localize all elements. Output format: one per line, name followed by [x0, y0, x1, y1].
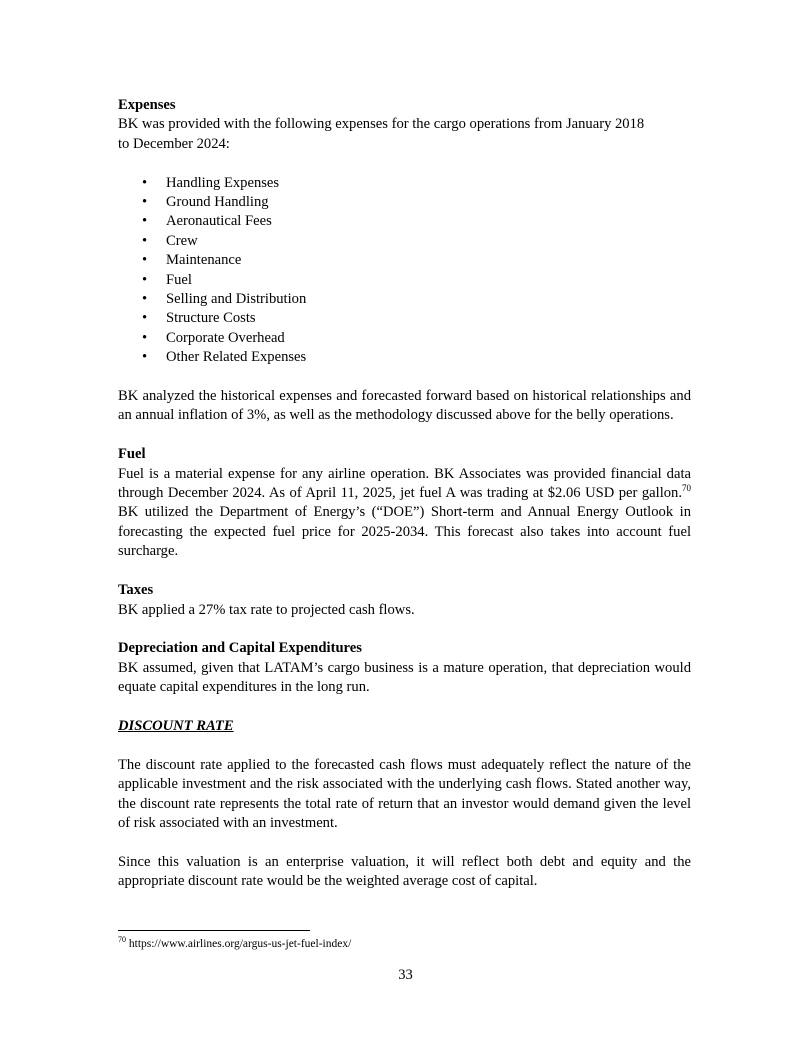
depreciation-heading: Depreciation and Capital Expenditures: [118, 640, 362, 657]
list-item: • Structure Costs: [118, 309, 691, 328]
list-item: • Ground Handling: [118, 193, 691, 212]
page-body: [118, 96, 691, 892]
footnote-url: https://www.airlines.org/argus-us-jet-fuel-index/: [126, 938, 352, 950]
list-item: • Aeronautical Fees: [118, 212, 691, 231]
footnote: [118, 937, 351, 951]
footnote-divider: [118, 930, 310, 931]
footnote-number: 70: [118, 935, 126, 945]
discount-rate-heading: DISCOUNT RATE: [118, 717, 234, 734]
bullet-icon: •: [142, 291, 148, 308]
taxes-heading: Taxes: [118, 582, 154, 599]
depreciation-paragraph: BK assumed, given that LATAM’s cargo business is a mature operation, that depreciation would equate capital expenditures in the long run.: [118, 659, 691, 696]
expenses-heading: Expenses: [118, 97, 176, 113]
list-item: • Fuel: [118, 271, 691, 290]
expenses-intro-line-2: to December 2024:: [118, 135, 230, 152]
bullet-icon: •: [142, 349, 148, 366]
bullet-icon: •: [142, 271, 148, 288]
bullet-icon: •: [142, 310, 148, 327]
expenses-intro-line-1: BK was provided with the following expenses for the cargo operations from January 2018: [118, 116, 645, 133]
bullet-icon: •: [142, 194, 148, 211]
list-item: • Maintenance: [118, 251, 691, 270]
expense-list: [118, 174, 691, 368]
fuel-heading: Fuel: [118, 446, 146, 463]
list-item: • Corporate Overhead: [118, 329, 691, 348]
list-item: • Handling Expenses: [118, 174, 691, 193]
page-number: 33: [398, 967, 413, 983]
fuel-paragraph: Fuel is a material expense for any airline operation. BK Associates was provided financial data through December 2024. As of April 11, 2025, jet fuel A was trading at $2.06 USD per gallon.$^{70}$ BK utilized the Department of Energy’s (“DOE”) Short-term and Annual Energy Outlook in forecasting the expected fuel price for 2025-2034. This forecast also takes into account fuel surcharge.: [118, 465, 691, 560]
list-item: • Other Related Expenses: [118, 348, 691, 367]
discount-rate-paragraph-1: The discount rate applied to the forecasted cash flows must adequately reflect the nature of the applicable investment and the risk associated with the underlying cash flows. Stated another way, the discount rate represents the total rate of return that an investor would demand given the level of risk associated with an investment.: [118, 756, 691, 831]
bullet-icon: •: [142, 232, 148, 249]
bullet-icon: •: [142, 174, 148, 191]
taxes-paragraph: BK applied a 27% tax rate to projected cash flows.: [118, 601, 415, 618]
discount-rate-paragraph-2: Since this valuation is an enterprise valuation, it will reflect both debt and equity and the appropriate discount rate would be the weighted average cost of capital.: [118, 853, 691, 890]
list-item: • Crew: [118, 232, 691, 251]
expenses-analysis-paragraph: BK analyzed the historical expenses and forecasted forward based on historical relationships and an annual inflation of 3%, as well as the methodology discussed above for the belly operations.: [118, 388, 691, 424]
list-item: • Selling and Distribution: [118, 290, 691, 309]
footnote-reference: 70: [682, 483, 691, 494]
bullet-icon: •: [142, 213, 148, 230]
bullet-icon: •: [142, 252, 148, 269]
bullet-icon: •: [142, 329, 148, 346]
